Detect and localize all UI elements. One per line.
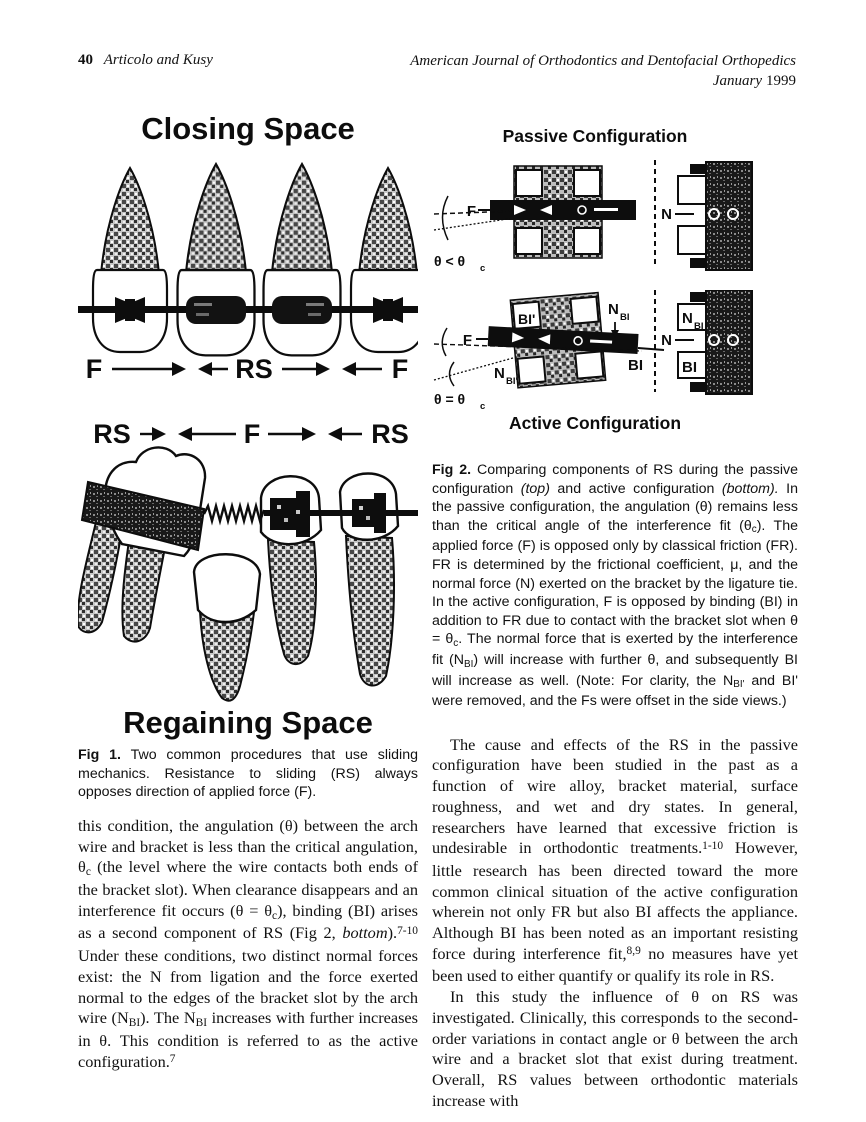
passive-angle-subscript: c: [480, 263, 486, 274]
side-nbi-subscript: BI: [694, 321, 704, 332]
header-left: [78, 52, 213, 91]
bracket-large-right: [272, 296, 332, 324]
molar-tooth: [78, 448, 205, 642]
passive-side-view: [661, 162, 752, 270]
tooth-1: [93, 168, 167, 352]
active-configuration-title: Active Configuration: [508, 413, 682, 433]
bracket-small-left: [115, 297, 145, 323]
passive-f-label: F: [466, 203, 476, 220]
passive-configuration-title: Passive Configuration: [502, 126, 688, 146]
active-bi-prime-label: BI': [518, 311, 536, 327]
left-column-paragraph: this condition, the angulation (θ) between the arch wire and bracket is less than the critical angulation, θc (the level where the wire contacts both ends of the bracket slot). When clearance disappears and an interference fit occurs (θ = θc), binding (BI) arises as a second component of RS (Fig 2, bottom).$^{7-10}$ Under these conditions, two distinct normal forces exist: the N from ligation and the force exerted normal to the edges of the bracket slot by the arch wire (NBI). The NBI increases with further increases in θ. This condition is referred to as the active configuration.$^7$: [78, 815, 418, 1071]
regaining-space-figure: [78, 414, 418, 706]
left-column: [78, 112, 418, 1074]
issue-year: 1999: [766, 72, 796, 89]
tooth-2: [178, 164, 255, 355]
issue-month: January: [712, 72, 762, 89]
active-angle-subscript: c: [480, 401, 486, 410]
right-column-paragraph-1: The cause and effects of the RS in the passive configuration have been studied in the past as a function of wire alloy, bracket material, surface roughness, and wet and dry states. In general, researchers have learned that excessive friction is undesirable in orthodontic treatments.$^{1-10}$ However, little research has been directed toward the more common clinical situation of the active configuration wherein not only FR but also BI affects the appliance. Although BI has been noted as an important resisting force during interference fit,$^{8,9}$ no measures have yet been used to either quantify or qualify its role in RS.: [432, 734, 799, 986]
passive-configuration-figure: [432, 154, 798, 286]
side-n-label: N: [661, 332, 672, 349]
closing-force-arrows: [86, 354, 409, 384]
active-side-view: [661, 290, 752, 394]
side-nbi-label: N: [682, 310, 693, 327]
active-nbi-prime-subscript: BI': [506, 376, 518, 387]
tooth-4: [351, 168, 418, 352]
bracket-large-left: [186, 296, 246, 324]
right-column-paragraph-2: In this study the influence of θ on RS was investigated. Clinically, this corresponds to the second-order variations in contact angle or θ between the arch wire and a bracket slot that exist during treatment. Overall, RS values between orthodontic materials increase with: [432, 987, 798, 1110]
header-right: [410, 52, 796, 91]
force-label-f-center: F: [243, 419, 261, 450]
fig2-caption: Fig 2. Comparing components of RS during the passive configuration (top) and active configuration (bottom). In the passive configuration, the angulation (θ) remains less than the critical angle of the interference fit (θc). The applied force (F) is opposed only by classical friction (FR). FR is determined by the frictional coefficient, μ, and the normal force (N) exerted on the bracket by the ligature tie. In the active configuration, F is opposed by binding (BI) in addition to FR due to contact with the bracket slot when θ = θc. The normal force that is exerted by the interference fit (NBI) will increase with further θ, and subsequently BI will increase as well. (Note: For clarity, the NBI' and BI' were removed, and the Fs were offset in the side views.): [432, 462, 799, 710]
side-bi-label: BI: [682, 359, 697, 376]
active-nbi-subscript: BI: [620, 312, 630, 323]
passive-front-view: [434, 166, 636, 274]
force-label-rs-right: RS: [371, 419, 409, 450]
passive-n-label: N: [661, 206, 672, 223]
regaining-space-title: Regaining Space: [123, 705, 373, 741]
active-front-view: [434, 293, 664, 410]
force-label-rs-center: RS: [235, 354, 273, 385]
closing-space-figure: [78, 162, 418, 390]
page-header: [78, 52, 796, 91]
issue-date: [410, 72, 796, 92]
regaining-force-arrows: [93, 419, 409, 449]
coil-spring: [204, 506, 264, 521]
tooth-3: [264, 164, 341, 355]
bracket-canine: [352, 493, 386, 533]
bracket-small-right: [373, 297, 403, 323]
active-f-label: F: [462, 332, 472, 349]
right-column: [432, 126, 798, 1111]
running-authors: Articolo and Kusy: [103, 52, 213, 68]
displaced-tooth: [194, 554, 260, 700]
active-bi-label: BI: [628, 357, 643, 374]
active-configuration-figure: [432, 290, 798, 410]
passive-angle-label: θ < θ: [434, 253, 466, 269]
journal-title: American Journal of Orthodontics and Dentofacial Orthopedics: [410, 53, 796, 69]
page-number: 40: [78, 52, 93, 68]
active-nbi-prime-label: N: [494, 365, 505, 382]
active-nbi-label: N: [608, 301, 619, 318]
force-label-f-right: F: [391, 354, 409, 385]
fig1-caption: Fig 1. Two common procedures that use sliding mechanics. Resistance to sliding (RS) always opposes direction of applied force (F).: [78, 747, 418, 801]
force-label-f-left: F: [85, 354, 103, 385]
closing-space-title: Closing Space: [141, 111, 355, 146]
active-angle-label: θ = θ: [434, 391, 466, 407]
force-label-rs-left: RS: [93, 419, 131, 450]
